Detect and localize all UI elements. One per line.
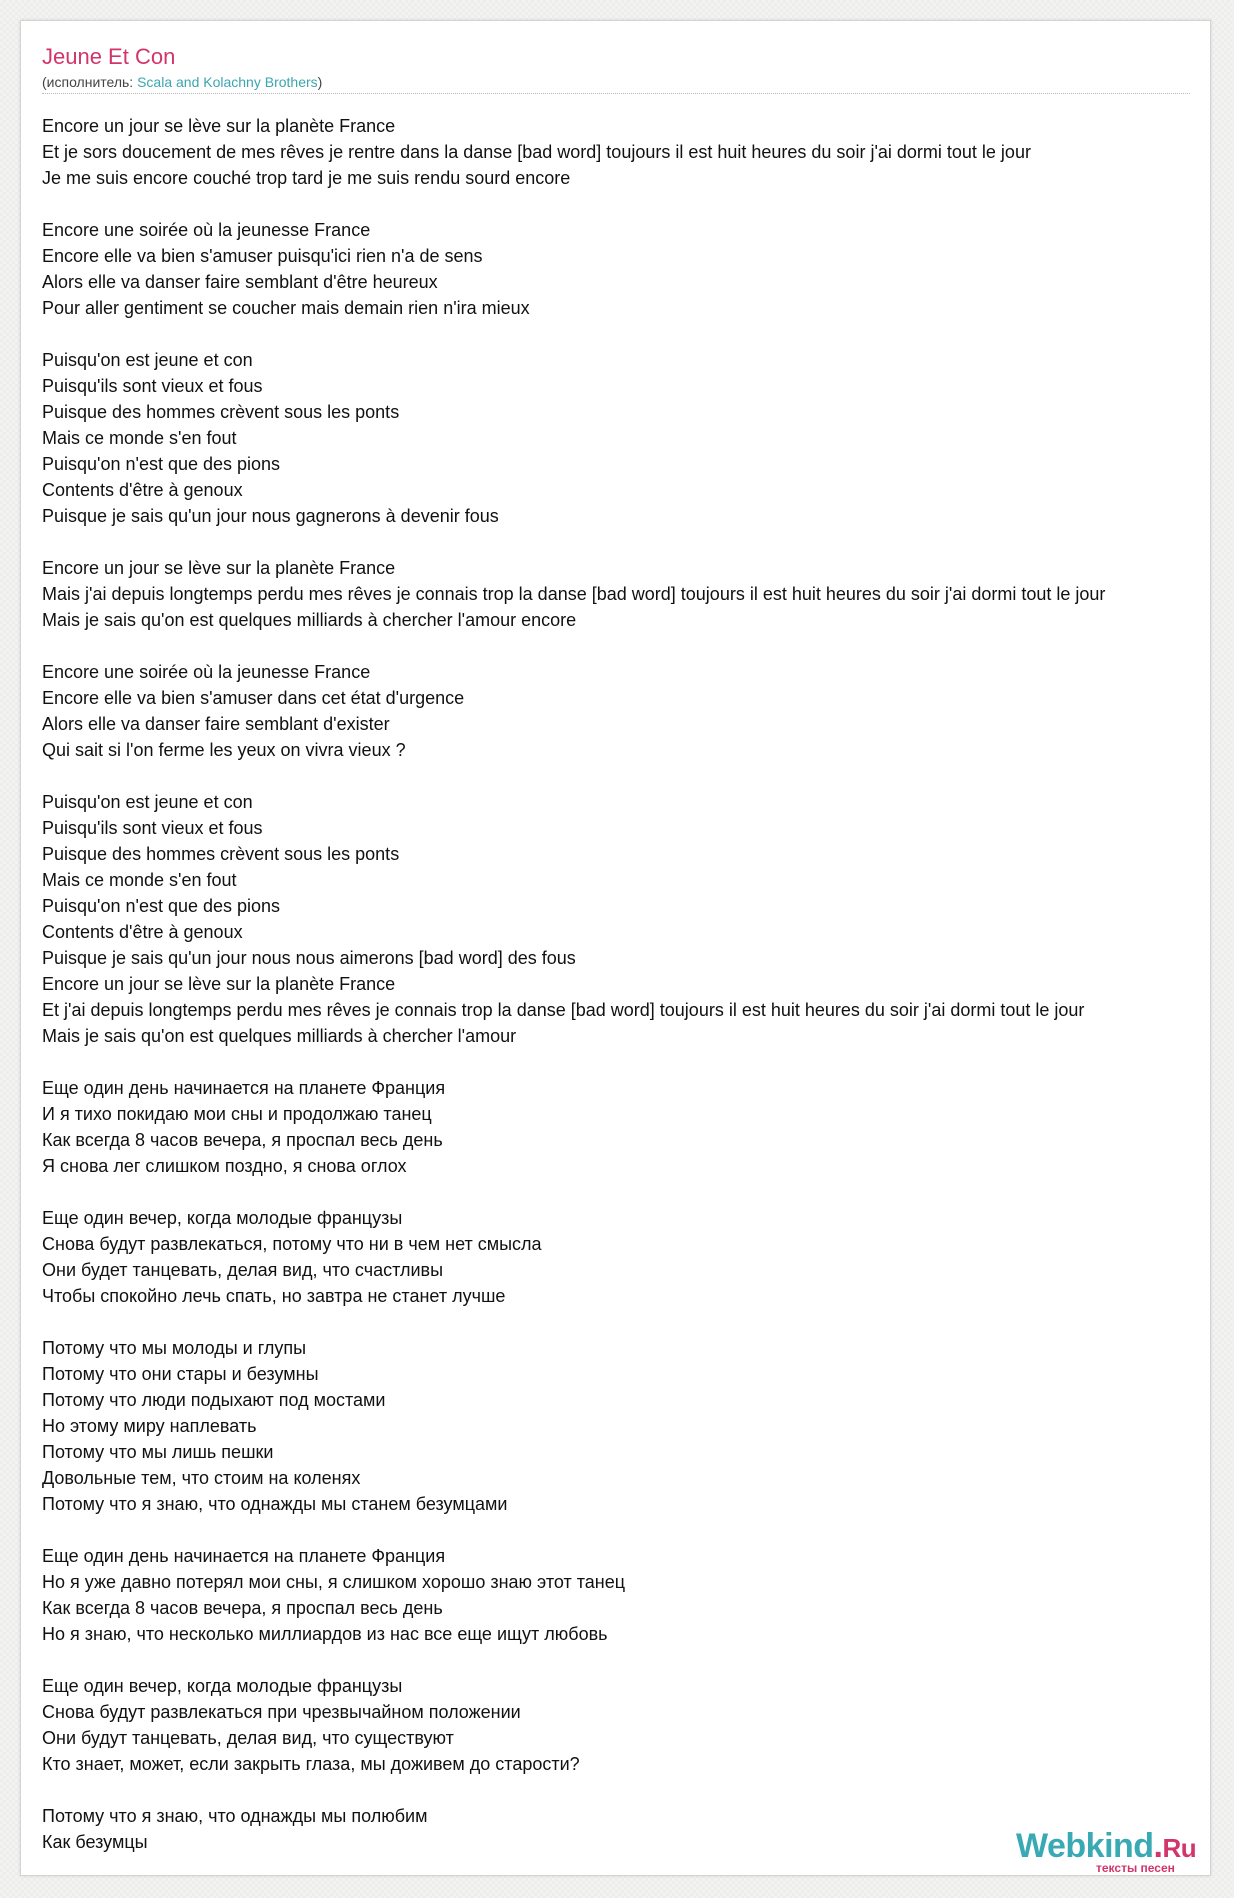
lyric-line: Как всегда 8 часов вечера, я проспал весь день bbox=[42, 1598, 443, 1618]
lyric-line: Довольные тем, что стоим на коленях bbox=[42, 1468, 361, 1488]
stanza-break bbox=[42, 321, 1234, 347]
lyric-line: Потому что мы молоды и глупы bbox=[42, 1338, 307, 1358]
lyric-line: Et j'ai depuis longtemps perdu mes rêves je connais trop la danse [bad word] toujours il est huit heures du soir j'ai dormi tout le jour bbox=[42, 1000, 1085, 1020]
artist-link[interactable]: Scala and Kolachny Brothers bbox=[137, 74, 318, 90]
lyric-line: Et je sors doucement de mes rêves je rentre dans la danse [bad word] toujours il est huit heures du soir j'ai dormi tout le jour bbox=[42, 142, 1031, 162]
lyric-line: Puisque des hommes crèvent sous les ponts bbox=[42, 844, 400, 864]
lyric-line: Они будут танцевать, делая вид, что существуют bbox=[42, 1728, 454, 1748]
lyric-line: Puisque je sais qu'un jour nous nous aimerons [bad word] des fous bbox=[42, 948, 576, 968]
lyric-line: Mais ce monde s'en fout bbox=[42, 870, 237, 890]
lyric-line: Alors elle va danser faire semblant d'exister bbox=[42, 714, 390, 734]
lyric-line: Mais je sais qu'on est quelques milliards à chercher l'amour encore bbox=[42, 610, 577, 630]
lyric-line: И я тихо покидаю мои сны и продолжаю танец bbox=[42, 1104, 432, 1124]
lyric-line: Я снова лег слишком поздно, я снова оглох bbox=[42, 1156, 407, 1176]
artist-suffix: ) bbox=[317, 74, 323, 90]
lyric-line: Еще один вечер, когда молодые французы bbox=[42, 1208, 403, 1228]
lyric-line: Puisqu'ils sont vieux et fous bbox=[42, 818, 263, 838]
lyric-line: Puisqu'ils sont vieux et fous bbox=[42, 376, 263, 396]
lyric-line: Puisqu'on n'est que des pions bbox=[42, 896, 281, 916]
lyrics-card bbox=[20, 20, 1211, 1876]
stanza-break bbox=[42, 1517, 1234, 1543]
lyric-line: Чтобы спокойно лечь спать, но завтра не станет лучше bbox=[42, 1286, 506, 1306]
lyric-line: Encore un jour se lève sur la planète France bbox=[42, 974, 396, 994]
lyric-line: Снова будут развлекаться при чрезвычайном положении bbox=[42, 1702, 521, 1722]
lyric-line: Puisqu'on est jeune et con bbox=[42, 350, 253, 370]
lyric-line: Но этому миру наплевать bbox=[42, 1416, 257, 1436]
song-title: Jeune Et Con bbox=[42, 44, 176, 69]
lyric-line: Но я знаю, что несколько миллиардов из нас все еще ищут любовь bbox=[42, 1624, 608, 1644]
lyric-line: Encore une soirée où la jeunesse France bbox=[42, 662, 371, 682]
lyric-line: Mais je sais qu'on est quelques milliards à chercher l'amour bbox=[42, 1026, 517, 1046]
lyric-line: Как всегда 8 часов вечера, я проспал весь день bbox=[42, 1130, 443, 1150]
lyric-line: Contents d'être à genoux bbox=[42, 480, 243, 500]
lyric-line: Encore un jour se lève sur la planète France bbox=[42, 558, 396, 578]
lyric-line: Потому что я знаю, что однажды мы станем безумцами bbox=[42, 1494, 508, 1514]
site-logo[interactable] bbox=[1016, 1827, 1212, 1877]
lyric-line: Mais ce monde s'en fout bbox=[42, 428, 237, 448]
lyric-line: Puisqu'on est jeune et con bbox=[42, 792, 253, 812]
logo-tagline: тексты песен bbox=[1096, 1861, 1175, 1875]
lyric-line: Puisqu'on n'est que des pions bbox=[42, 454, 281, 474]
lyric-line: Puisque des hommes crèvent sous les ponts bbox=[42, 402, 400, 422]
lyric-line: Encore une soirée où la jeunesse France bbox=[42, 220, 371, 240]
lyric-line: Снова будут развлекаться, потому что ни в чем нет смысла bbox=[42, 1234, 542, 1254]
lyric-line: Потому что люди подыхают под мостами bbox=[42, 1390, 386, 1410]
lyric-line: Pour aller gentiment se coucher mais demain rien n'ira mieux bbox=[42, 298, 530, 318]
lyric-line: Qui sait si l'on ferme les yeux on vivra vieux ? bbox=[42, 740, 406, 760]
lyric-line: Еще один вечер, когда молодые французы bbox=[42, 1676, 403, 1696]
lyric-line: Потому что я знаю, что однажды мы полюбим bbox=[42, 1806, 428, 1826]
lyric-line: Je me suis encore couché trop tard je me suis rendu sourd encore bbox=[42, 168, 571, 188]
lyric-line: Alors elle va danser faire semblant d'être heureux bbox=[42, 272, 438, 292]
lyric-line: Кто знает, может, если закрыть глаза, мы доживем до старости? bbox=[42, 1754, 580, 1774]
artist-line bbox=[42, 73, 322, 91]
title-divider bbox=[42, 93, 1190, 94]
lyric-line: Еще один день начинается на планете Франция bbox=[42, 1078, 446, 1098]
lyric-line: Потому что они стары и безумны bbox=[42, 1364, 319, 1384]
stanza-break bbox=[42, 529, 1234, 555]
stanza-break bbox=[42, 191, 1234, 217]
stanza-break bbox=[42, 1777, 1234, 1803]
lyric-line: Mais j'ai depuis longtemps perdu mes rêves je connais trop la danse [bad word] toujours il est huit heures du soir j'ai dormi tout le jour bbox=[42, 584, 1106, 604]
lyric-line: Еще один день начинается на планете Франция bbox=[42, 1546, 446, 1566]
stanza-break bbox=[42, 1049, 1234, 1075]
lyric-line: Как безумцы bbox=[42, 1832, 148, 1852]
artist-prefix: (исполнитель: bbox=[42, 74, 138, 90]
logo-dot: . bbox=[1153, 1827, 1163, 1865]
lyric-line: Они будет танцевать, делая вид, что счастливы bbox=[42, 1260, 444, 1280]
lyric-line: Encore elle va bien s'amuser puisqu'ici rien n'a de sens bbox=[42, 246, 483, 266]
lyrics-text bbox=[42, 113, 1234, 1855]
logo-brand: Webkind bbox=[1016, 1827, 1154, 1865]
lyric-line: Encore un jour se lève sur la planète France bbox=[42, 116, 396, 136]
lyric-line: Но я уже давно потерял мои сны, я слишком хорошо знаю этот танец bbox=[42, 1572, 626, 1592]
lyric-line: Encore elle va bien s'amuser dans cet état d'urgence bbox=[42, 688, 465, 708]
lyric-line: Puisque je sais qu'un jour nous gagnerons à devenir fous bbox=[42, 506, 499, 526]
stanza-break bbox=[42, 1647, 1234, 1673]
logo-tld: Ru bbox=[1162, 1833, 1197, 1863]
lyric-line: Contents d'être à genoux bbox=[42, 922, 243, 942]
lyric-line: Потому что мы лишь пешки bbox=[42, 1442, 274, 1462]
stanza-break bbox=[42, 1309, 1234, 1335]
stanza-break bbox=[42, 1179, 1234, 1205]
stanza-break bbox=[42, 763, 1234, 789]
stanza-break bbox=[42, 633, 1234, 659]
